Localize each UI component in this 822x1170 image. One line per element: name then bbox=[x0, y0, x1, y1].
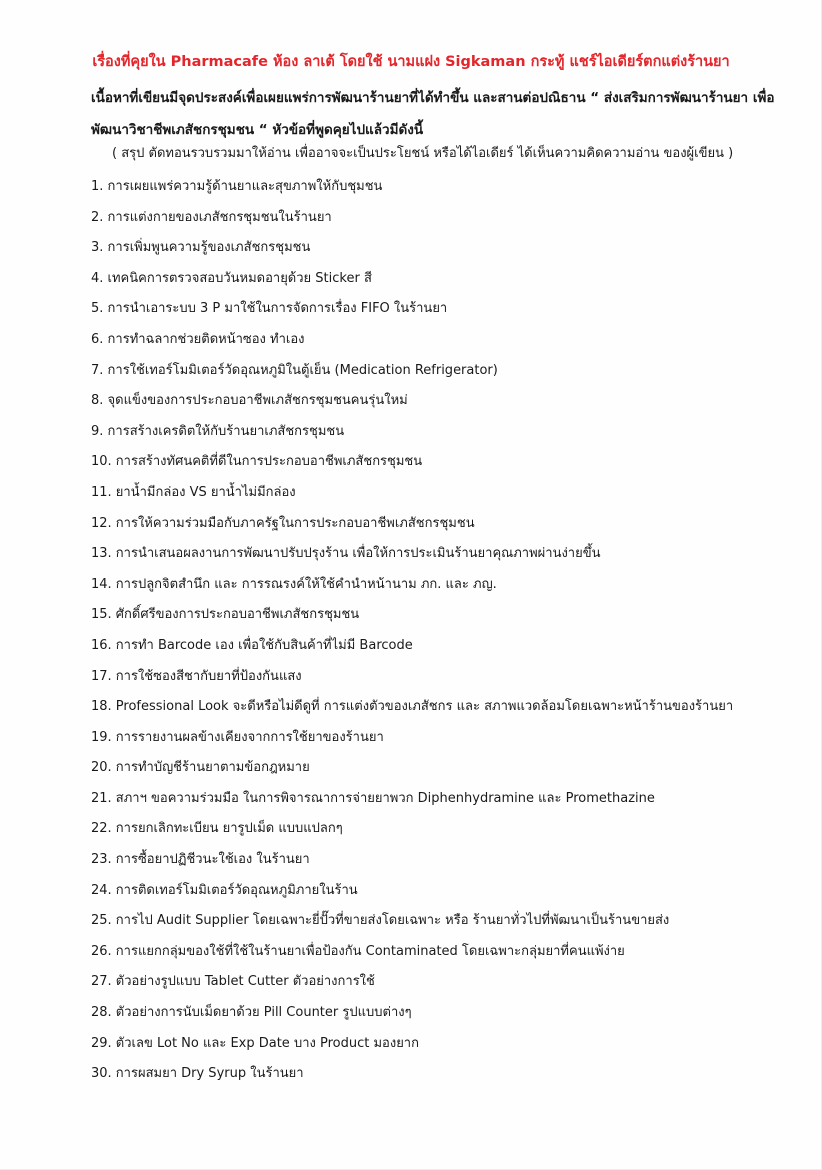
topic-item: 1. การเผยแพร่ความรู้ด้านยาและสุขภาพให้กับชุมชน bbox=[91, 179, 383, 194]
topic-item: 27. ตัวอย่างรูปแบบ Tablet Cutter ตัวอย่างการใช้ bbox=[91, 974, 375, 990]
topic-list bbox=[91, 174, 811, 1092]
topic-item: 26. การแยกกลุ่มของใช้ที่ใช้ในร้านยาเพื่อป้องกัน Contaminated โดยเฉพาะกลุ่มยาที่คนแพ้ง่าย bbox=[91, 943, 625, 959]
topic-item: 8. จุดแข็งของการประกอบอาชีพเภสัชกรชุมชนคนรุ่นใหม่ bbox=[91, 393, 408, 409]
topic-item: 12. การให้ความร่วมมือกับภาครัฐในการประกอบอาชีพเภสัชกรชุมชน bbox=[91, 515, 475, 531]
topic-item: 7. การใช้เทอร์โมมิเตอร์วัดอุณหภูมิในตู้เย็น (Medication Refrigerator) bbox=[91, 362, 498, 378]
topic-item: 9. การสร้างเครดิตให้กับร้านยาเภสัชกรชุมชน bbox=[91, 423, 345, 439]
topic-item: 15. ศักดิ์ศรีของการประกอบอาชีพเภสัชกรชุมชน bbox=[91, 607, 360, 623]
topic-item: 10. การสร้างทัศนคติที่ดีในการประกอบอาชีพเภสัชกรชุมชน bbox=[91, 454, 423, 470]
topic-item: 5. การนำเอาระบบ 3 P มาใช้ในการจัดการเรื่อง FIFO ในร้านยา bbox=[91, 301, 448, 317]
topic-item: 24. การติดเทอร์โมมิเตอร์วัดอุณหภูมิภายในร้าน bbox=[91, 882, 358, 898]
topic-item: 2. การแต่งกายของเภสัชกรชุมชนในร้านยา bbox=[91, 209, 332, 225]
topic-item: 25. การไป Audit Supplier โดยเฉพาะยี่ปั๊วที่ขายส่งโดยเฉพาะ หรือ ร้านยาทั่วไปที่พัฒนาเป็นร้านขายส่ง bbox=[91, 913, 670, 929]
topic-item: 21. สภาฯ ขอความร่วมมือ ในการพิจารณาการจ่ายยาพวก Diphenhydramine และ Promethazine bbox=[91, 790, 655, 806]
topic-item: 19. การรายงานผลข้างเคียงจากการใช้ยาของร้านยา bbox=[91, 729, 384, 745]
topic-item: 11. ยาน้ำมีกล่อง VS ยาน้ำไม่มีกล่อง bbox=[91, 484, 296, 500]
topic-item: 4. เทคนิคการตรวจสอบวันหมดอายุด้วย Sticker สี bbox=[91, 270, 372, 286]
topic-item: 16. การทำ Barcode เอง เพื่อใช้กับสินค้าที่ไม่มี Barcode bbox=[91, 637, 413, 653]
document-intro: เนื้อหาที่เขียนมีจุดประสงค์เพื่อเผยแพร่การพัฒนาร้านยาที่ได้ทำขึ้น และสานต่อปณิธาน “ ส่งเสริมการพัฒนาร้านยา เพื่อพัฒนาวิชาชีพเภสัชกรชุมชน “ หัวข้อที่พูดคุยไปแล้วมีดังนี้ bbox=[91, 90, 775, 138]
topic-item: 18. Professional Look จะดีหรือไม่ดีดูที่ การแต่งตัวของเภสัชกร และ สภาพแวดล้อมโดยเฉพาะหน้าร้านของร้านยา bbox=[91, 699, 734, 715]
topic-item: 28. ตัวอย่างการนับเม็ดยาด้วย Pill Counter รูปแบบต่างๆ bbox=[91, 1005, 412, 1021]
topic-item: 6. การทำฉลากช่วยติดหน้าซอง ทำเอง bbox=[91, 331, 305, 347]
topic-item: 30. การผสมยา Dry Syrup ในร้านยา bbox=[91, 1066, 304, 1082]
topic-item: 23. การซื้อยาปฏิชีวนะใช้เอง ในร้านยา bbox=[91, 852, 310, 868]
topic-item: 29. ตัวเลข Lot No และ Exp Date บาง Product มองยาก bbox=[91, 1035, 419, 1051]
topic-item: 13. การนำเสนอผลงานการพัฒนาปรับปรุงร้าน เพื่อให้การประเมินร้านยาคุณภาพผ่านง่ายขึ้น bbox=[91, 546, 601, 562]
document-summary: ( สรุป ตัดทอนรวบรวมมาให้อ่าน เพื่ออาจจะเป็นประโยชน์ หรือได้ไอเดียร์ ได้เห็นความคิดความอ่าน ของผู้เขียน ) bbox=[112, 146, 734, 161]
topic-item: 3. การเพิ่มพูนความรู้ของเภสัชกรชุมชน bbox=[91, 240, 311, 256]
topic-item: 20. การทำบัญชีร้านยาตามข้อกฎหมาย bbox=[91, 760, 310, 776]
document-title: เรื่องที่คุยใน Pharmacafe ห้อง ลาเต้ โดยใช้ นามแฝง Sigkaman กระทู้ แชร์ไอเดียร์ตกแต่งร้านยา bbox=[92, 54, 730, 70]
topic-item: 14. การปลูกจิตสำนึก และ การรณรงค์ให้ใช้คำนำหน้านาม ภก. และ ภญ. bbox=[91, 576, 497, 592]
topic-item: 22. การยกเลิกทะเบียน ยารูปเม็ด แบบแปลกๆ bbox=[91, 821, 343, 837]
topic-item: 17. การใช้ซองสีชากับยาที่ป้องกันแสง bbox=[91, 668, 302, 684]
